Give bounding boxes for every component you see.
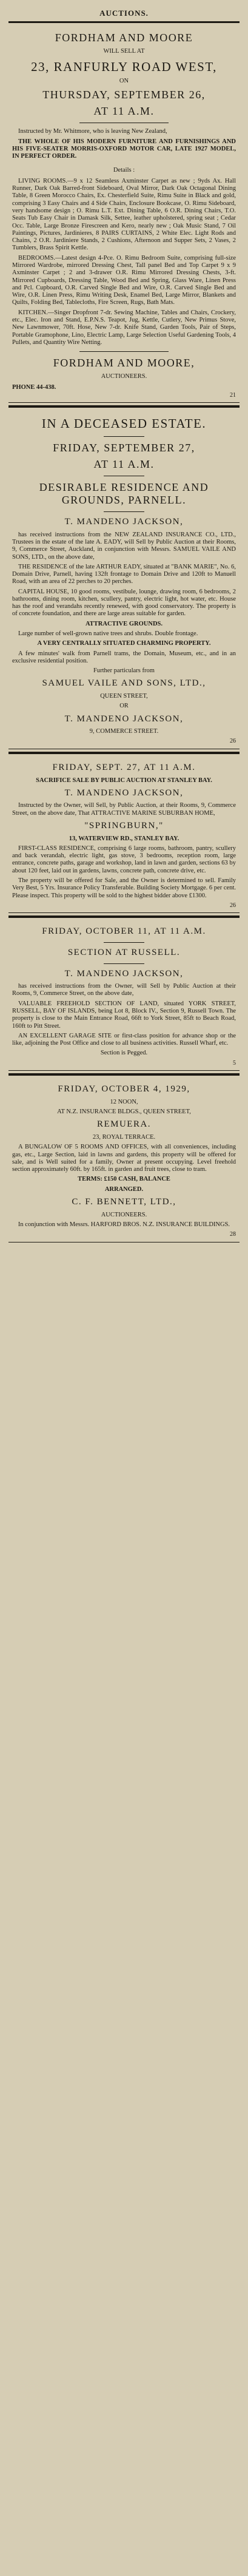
auctioneer-street: 9, COMMERCE STREET. — [89, 728, 159, 735]
auctioneer-name: C. F. BENNETT, LTD., — [72, 1196, 176, 1207]
living-rooms: LIVING ROOMS.—9 x 12 Seamless Axminster Carpet as new ; 9yds Ax. Hall Runner, Dark Oak Barred-front Sideboard, Oval Mirror, Dark Oak Octagonal Dining Table, 8 Green Morocco Chairs, Ex. Chesterfield Suite, Rimu Suite in Black and gold, comprising 3 Easy Chairs and 4 Side Chairs, Enclosure Bookcase, O. Rimu Sideboard, very handsome design ; O. Rimu L.T. Ext. Dining Table, 6 O.R. Dining Chairs, T.O. Seats Tub Easy Chair in Damask Silk, Settee, leather upholstered, spring seat ; Cedar Occ. Table, Large Bronze Firescreen and Kero, nearly new ; Oak Music Stand, 7 Oil Paintings, Pictures, Jardinieres, 8 PAIRS CURTAINS, 2 White Elec. Light Rods and Chains, 2 O.R. Jardiniere Stands, 2 Cushions, Afternoon and Supper Sets, 2 Vases, 2 Tumblers, Brass Spirit Kettle. — [12, 177, 236, 252]
property-heading: DESIRABLE RESIDENCE AND GROUNDS, PARNELL. — [39, 481, 209, 507]
body-text: A BUNGALOW OF 5 ROOMS AND OFFICES, with all conveniences, including gas, etc., Large Section, laid in lawns and gardens, this property will be offered for sale, and is Well suited for a family, Owner at present occupying. Level freehold section approximately 60ft. by 165ft. in garden and fruit trees, close to tram. — [12, 1144, 236, 1173]
phone-number: PHONE 44-438. — [12, 384, 56, 391]
body-text: Large number of well-grown native trees and shrubs. Double frontage. — [18, 630, 198, 638]
auctioneer-name: T. MANDENO JACKSON, — [64, 787, 184, 798]
auctioneer-signature: FORDHAM AND MOORE, — [53, 357, 195, 369]
advert-deceased-estate — [8, 405, 240, 749]
auctioneer-name: T. MANDENO JACKSON, — [64, 713, 184, 724]
estate-heading: IN A DECEASED ESTATE. — [41, 416, 207, 431]
auctioneer-name: T. MANDENO JACKSON, — [64, 517, 184, 527]
sale-time: AT 11 A.M. — [93, 105, 155, 118]
ad-tag: 28 — [230, 1231, 236, 1238]
section-heading: SECTION AT RUSSELL. — [67, 948, 181, 958]
advert-stanley-bay — [8, 752, 240, 913]
auctioneer-title: AUCTIONEERS. — [101, 1211, 147, 1218]
body-text: CAPITAL HOUSE, 10 good rooms, vestibule, lounge, drawing room, 6 bedrooms, 2 bathrooms, dining room, kitchen, scullery, pantry, electric light, hot water, etc. House has the roof and verandahs recently renewed, with good conservatory. The property is of concrete foundation, and there are large areas suitable for garden. — [12, 588, 236, 618]
body-text: THE RESIDENCE of the late ARTHUR EADY, situated at "BANK MARIE", No. 6, Domain Drive, Parnell, having 132ft frontage to Domain Drive and 120ft to Manuell Road, with an area of 22 perches to 20 perches. — [12, 563, 236, 585]
body-text: The property will be offered for Sale, and the Owner is determined to sell. Family Very Best, 5 Yrs. Insurance Policy Transferable. Building Society Mortgage. 6 per cent. Please inspect. This property will be sold to the highest bidder above £1300. — [12, 877, 236, 899]
bedrooms: BEDROOMS.—Latest design 4-Pce. O. Rimu Bedroom Suite, comprising full-size Mirrored Wardrobe, mirrored Dressing Chest, Tall panel Bed and Top Carpet 9 x 9 Axminster Carpet ; 2 and 3-drawer O.R. Rimu Mirrored Dressing Chests, 3-ft. Mirrored Cupboards, Dressing Table, Wood Bed and Spring, Glass Ware, Linen Press and Pcl. Cupboard, O.R. Carved Single Bed and Wire, O.R. Carved Single Bed and Wire, O.R. Linen Press, Rimu Writing Desk, Enamel Bed, Large Mirror, Blankets and Quilts, Folding Bed, Tablecloths, Fire Screen, Rugs, Bath Mats. — [12, 254, 236, 306]
body-text: Instructed by the Owner, will Sell, by Public Auction, at their Rooms, 9, Commerce Street, on the above date, That ATTRACTIVE MARINE SUBURBAN HOME, — [12, 802, 236, 817]
ad-tag: 26 — [230, 902, 236, 909]
on-label: ON — [119, 78, 129, 85]
body-text: AN EXCELLENT GARAGE SITE or first-class position for advance shop or the like, adjoining the Post Office and close to all business activities. Russell Wharf, etc. — [12, 1032, 236, 1047]
ad-tag: 5 — [233, 1059, 236, 1067]
sale-date: FRIDAY, SEPT. 27, AT 11 A.M. — [52, 763, 196, 773]
agent-name: SAMUEL VAILE AND SONS, LTD., — [42, 678, 206, 689]
terms: TERMS: £150 CASH, BALANCE — [78, 1176, 170, 1183]
sale-time: 12 NOON, — [110, 1098, 138, 1105]
attractive-grounds: ATTRACTIVE GROUNDS. — [85, 620, 163, 627]
auctioneer-name: FORDHAM AND MOORE — [55, 32, 193, 44]
section-header: AUCTIONS. — [99, 8, 149, 18]
advert-remuera — [8, 1073, 240, 1242]
property-address: 23, ROYAL TERRACE. — [92, 1134, 156, 1141]
auctioneer-name: T. MANDENO JACKSON, — [64, 968, 184, 979]
particulars: Further particulars from — [93, 667, 155, 675]
kitchen: KITCHEN.—Singer Dropfront 7-dr. Sewing Machine, Tables and Chairs, Crockery, etc., Elec. Iron and Stand, E.P.N.S. Teapot, Jug, Kettle, Cutlery, New Primus Stove, New Lawnmower, 70ft. Hose, New 7-dr. Knife Stand, Garden Tools, Pair of Steps, Portable Gramophone, Lino, Electric Lamp, Large Selection Useful Gardening Tools, 4 Pullets, and Quantity Wire Netting. — [12, 309, 236, 346]
terms-arranged: ARRANGED. — [104, 1185, 144, 1193]
advert-fordham-moore — [8, 21, 240, 403]
property-address: 13, WATERVIEW RD., STANLEY BAY. — [69, 835, 179, 842]
body-text: VALUABLE FREEHOLD SECTION OF LAND, situated YORK STREET, RUSSELL, BAY OF ISLANDS, being Lot 8, Block IV., Section 9, Russell Town. The property is close to the Main Entrance Road, 66ft to York Street, 85ft to Beach Road, 160ft to Pitt Street. — [12, 1000, 236, 1030]
details-heading: Details : — [113, 166, 135, 174]
sale-address: 23, RANFURLY ROAD WEST, — [31, 59, 217, 74]
instruction-text: Instructed by Mr. Whitmore, who is leaving New Zealand, — [18, 128, 167, 135]
body-text: has received instructions from the Owner, will Sell by Public Auction at their Rooms, 9, Commerce Street, on the above date, — [12, 983, 236, 997]
pegged-note: Section is Pegged. — [100, 1050, 148, 1057]
agent-street: QUEEN STREET, — [100, 692, 148, 700]
body-text: A few minutes' walk from Parnell trams, the Domain, Museum, etc., and in an exclusive residential position. — [12, 650, 236, 664]
sale-intro: THE WHOLE OF HIS MODERN FURNITURE AND FURNISHINGS AND HIS FIVE-SEATER MORRIS-OXFORD MOTOR CAR, LATE 1927 MODEL, IN PERFECT ORDER. — [12, 138, 236, 160]
or-label: OR — [119, 703, 129, 710]
central-property: A VERY CENTRALLY SITUATED CHARMING PROPERTY. — [37, 640, 211, 647]
body-text: has received instructions from the NEW ZEALAND INSURANCE CO., LTD., Trustees in the estate of the late A. EADY, will Sell by Public Auction at their Rooms, 9, Commerce Street, Auckland, in conjunction with Messrs. SAMUEL VAILE AND SONS, LTD., on the above date, — [12, 531, 236, 561]
newspaper-page — [4, 0, 244, 1242]
ad-tag: 21 — [230, 391, 236, 399]
body-text: FIRST-CLASS RESIDENCE, comprising 6 large rooms, bathroom, pantry, scullery and back verandah, electric light, gas stove, 3 bedrooms, reception room, large entrance, concrete paths, garage and workshop, land in lawn and garden, sections 63 by about 120 feet, laid out in gardens, lawns, concrete path, concrete drive, etc. — [12, 845, 236, 874]
sale-place: AT N.Z. INSURANCE BLDGS., QUEEN STREET, — [57, 1108, 191, 1116]
sale-date: THURSDAY, SEPTEMBER 26, — [42, 89, 206, 101]
auctioneer-title: AUCTIONEERS. — [101, 373, 147, 380]
ad-tag: 26 — [230, 738, 236, 745]
sale-date: FRIDAY, OCTOBER 11, AT 11 A.M. — [42, 926, 206, 937]
sale-date: FRIDAY, SEPTEMBER 27, — [53, 441, 195, 454]
sacrifice-sale: SACRIFICE SALE BY PUBLIC AUCTION AT STANLEY BAY. — [36, 777, 212, 784]
sale-date: FRIDAY, OCTOBER 4, 1929, — [58, 1084, 190, 1094]
sale-time: AT 11 A.M. — [93, 457, 155, 470]
suburb: REMUERA. — [96, 1119, 152, 1130]
property-name: "SPRINGBURN," — [84, 821, 164, 831]
advert-russell — [8, 915, 240, 1071]
conjunction-note: In conjunction with Messrs. HARFORD BROS. N.Z. INSURANCE BUILDINGS. — [18, 1221, 230, 1228]
will-sell: WILL SELL AT — [103, 48, 145, 55]
